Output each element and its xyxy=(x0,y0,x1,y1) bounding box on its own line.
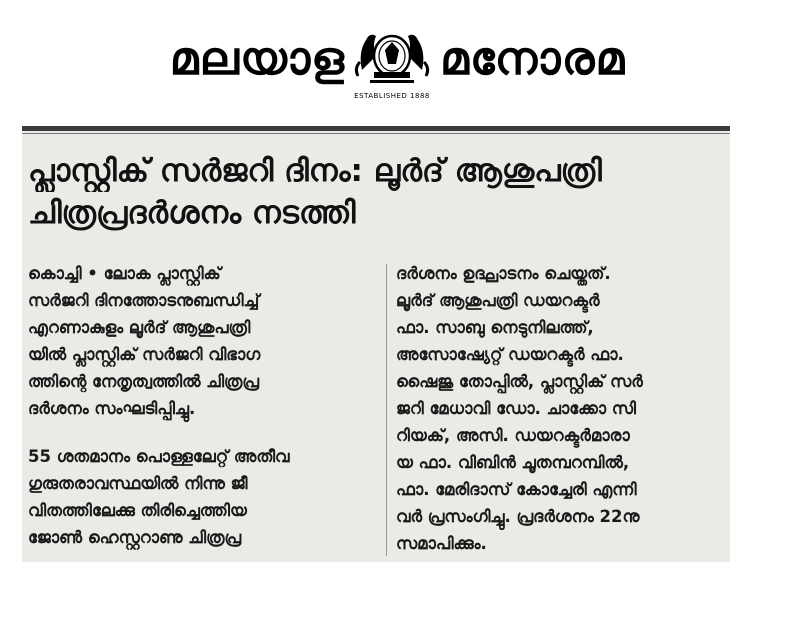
body-line: എറണാകുളം ലൂർദ് ആശുപത്രി xyxy=(28,318,251,337)
established-label: ESTABLISHED 1888 xyxy=(354,92,430,100)
body-line: സമാപിക്കും. xyxy=(396,534,487,553)
body-line: ഷൈജു തോപ്പിൽ, പ്ലാസ്റ്റിക് സർ xyxy=(396,372,643,391)
article-column-left xyxy=(28,260,378,551)
headline-line: പ്ലാസ്റ്റിക് സർജറി ദിനം: ലൂർദ് ആശുപത്രി xyxy=(28,153,602,189)
body-line: റിയക്, അസി. ഡയറക്ടർമാരാ xyxy=(396,426,630,445)
body-line: യ ഫാ. വിബിൻ ചൂതമ്പറമ്പിൽ, xyxy=(396,453,630,472)
masthead-title-left: മലയാള xyxy=(169,31,345,85)
body-line: ജോൺ ഹെസ്റ്ററാണു ചിത്രപ്ര xyxy=(28,528,242,547)
clipping-top-rule-thin xyxy=(22,133,730,134)
masthead-title-right: മനോരമ xyxy=(440,31,626,85)
body-line: ഫാ. മേരിദാസ് കോച്ചേരി എന്നി xyxy=(396,480,637,499)
crest-emblem-icon xyxy=(352,22,432,92)
body-line: വർ പ്രസംഗിച്ചു. പ്രദർശനം 22നു xyxy=(396,507,640,526)
headline-line: ചിത്രപ്രദർശനം നടത്തി xyxy=(28,195,356,231)
body-line: 55 ശതമാനം പൊള്ളലേറ്റ് അതീവ xyxy=(28,447,290,466)
clipping-top-rule xyxy=(22,126,730,131)
column-divider xyxy=(386,264,387,556)
body-line: യിൽ പ്ലാസ്റ്റിക് സർജറി വിഭാഗ xyxy=(28,345,261,364)
article-headline xyxy=(28,150,718,234)
body-line: ലൂർദ് ആശുപത്രി ഡയറക്ടർ xyxy=(396,291,600,310)
body-line: സർജറി ദിനത്തോടനുബന്ധിച്ച് xyxy=(28,291,260,310)
article-column-right xyxy=(396,260,718,557)
paragraph-gap xyxy=(28,422,378,443)
body-line: ഗുരുതരാവസ്ഥയിൽ നിന്നു ജീ xyxy=(28,474,248,493)
body-line: ഫാ. സാബു നെടുനിലത്ത്, xyxy=(396,318,594,337)
newspaper-masthead xyxy=(0,18,791,100)
body-line: അസോഷ്യേറ്റ് ഡയറക്ടർ ഫാ. xyxy=(396,345,624,364)
body-line: വിതത്തിലേക്കു തിരിച്ചെത്തിയ xyxy=(28,501,247,520)
body-line: ദർശനം സംഘടിപ്പിച്ചു. xyxy=(28,399,196,418)
body-line: ദർശനം ഉദ്ഘാടനം ചെയ്തത്. xyxy=(396,264,611,283)
news-clipping xyxy=(22,126,730,562)
body-line: കൊച്ചി • ലോക പ്ലാസ്റ്റിക് xyxy=(28,264,221,283)
body-line: ത്തിന്റെ നേതൃത്വത്തിൽ ചിത്രപ്ര xyxy=(28,372,260,391)
body-line: ജറി മേധാവി ഡോ. ചാക്കോ സി xyxy=(396,399,636,418)
